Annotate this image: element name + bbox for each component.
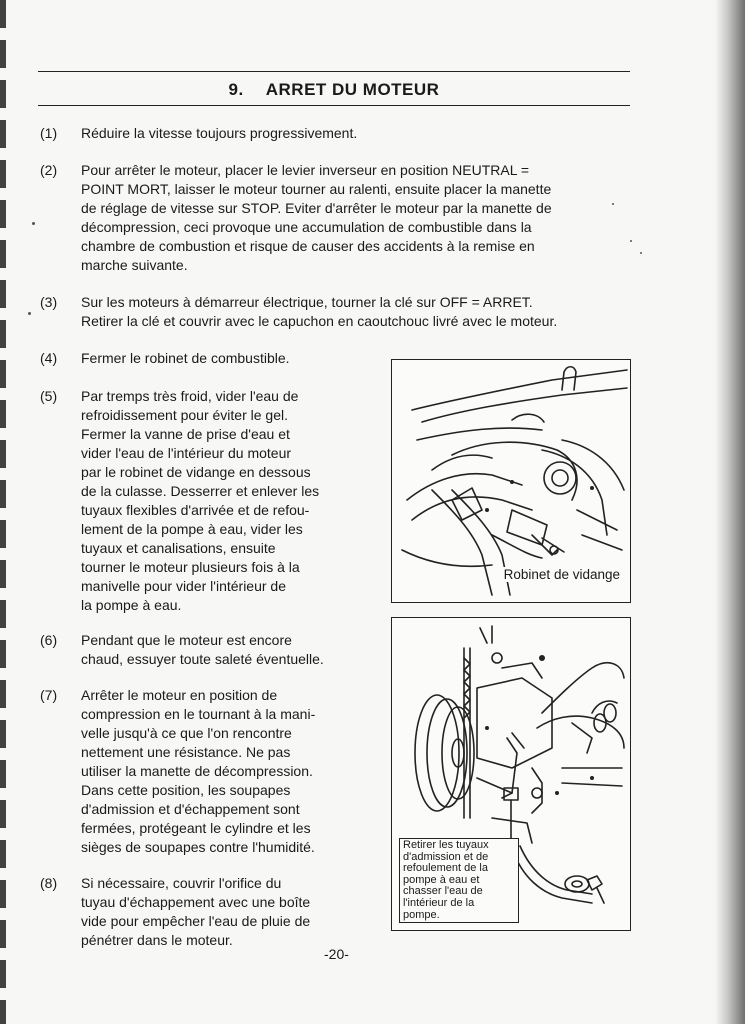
item-line: tourner le moteur plusieurs fois à la	[81, 559, 300, 575]
item-line: par le robinet de vidange en dessous	[81, 464, 311, 480]
item-line: Fermer le robinet de combustible.	[81, 350, 290, 366]
water-pump-illustration	[391, 617, 631, 931]
item-line: pénétrer dans le moteur.	[81, 932, 233, 948]
section-title-text: ARRET DU MOTEUR	[265, 80, 440, 99]
pump-caption-line: pompe.	[403, 908, 440, 921]
item-line: marche suivante.	[81, 257, 188, 273]
item-line: fermées, protégeant le cylindre et les	[81, 820, 311, 836]
pump-caption	[399, 838, 519, 923]
item-line: chaud, essuyer toute saleté éventuelle.	[81, 651, 324, 667]
item-line: décompression, ceci provoque une accumulation de combustible dans la	[81, 219, 532, 235]
item-line: de réglage de vitesse sur STOP. Eviter d'arrêter le moteur par la manette de	[81, 200, 552, 216]
item-line: la pompe à eau.	[81, 597, 182, 613]
section-title	[38, 80, 630, 100]
scan-speck	[32, 222, 35, 225]
item-line: Pour arrêter le moteur, placer le levier inverseur en position NEUTRAL =	[81, 162, 530, 178]
item-line: tuyau d'échappement avec une boîte	[81, 894, 311, 910]
scan-speck	[28, 312, 31, 315]
item-line: vider l'eau de l'intérieur du moteur	[81, 445, 292, 461]
item-line: compression en le tournant à la mani-	[81, 706, 316, 722]
item-line: Arrêter le moteur en position de	[81, 687, 278, 703]
page-number: -20-	[324, 946, 349, 962]
item-number: (4)	[40, 350, 58, 366]
item-line: Fermer la vanne de prise d'eau et	[81, 426, 290, 442]
item-line: POINT MORT, laisser le moteur tourner au ralenti, ensuite placer la manette	[81, 181, 552, 197]
title-rule-bottom	[38, 105, 630, 106]
scan-speck	[612, 203, 614, 205]
item-line: d'admission et d'échappement sont	[81, 801, 300, 817]
drain-cock-illustration	[391, 359, 631, 603]
pump-caption-line: Retirer les tuyaux	[403, 839, 489, 851]
item-line: tuyaux et canalisations, ensuite	[81, 540, 276, 556]
pump-caption-line: l'intérieur de la	[403, 896, 475, 909]
item-line: Par tremps très froid, vider l'eau de	[81, 388, 299, 404]
item-number: (5)	[40, 388, 58, 404]
item-number: (7)	[40, 687, 58, 703]
item-line: refroidissement pour éviter le gel.	[81, 407, 288, 423]
item-line: de la culasse. Desserrer et enlever les	[81, 483, 320, 499]
page-shadow-edge	[715, 0, 745, 1024]
item-number: (8)	[40, 875, 58, 891]
section-number: 9.	[228, 80, 244, 99]
item-number: (1)	[40, 125, 58, 141]
engine-drawing-drain	[392, 360, 630, 602]
item-line: tuyaux flexibles d'arrivée et de refou-	[81, 502, 310, 518]
item-number: (6)	[40, 632, 58, 648]
item-line: utiliser la manette de décompression.	[81, 763, 313, 779]
item-line: Pendant que le moteur est encore	[81, 632, 292, 648]
item-line: Réduire la vitesse toujours progressivement.	[81, 125, 358, 141]
item-line: manivelle pour vider l'intérieur de	[81, 578, 286, 594]
scan-speck	[630, 240, 632, 242]
scan-speck	[640, 252, 642, 254]
drain-cock-caption: Robinet de vidange	[503, 567, 620, 582]
title-rule-top	[38, 71, 630, 72]
item-line: velle jusqu'à ce que l'on rencontre	[81, 725, 292, 741]
item-line: Si nécessaire, couvrir l'orifice du	[81, 875, 282, 891]
item-line: vide pour empêcher l'eau de pluie de	[81, 913, 311, 929]
item-line: sièges de soupapes contre l'humidité.	[81, 839, 315, 855]
item-line: chambre de combustion et risque de causer des accidents à la remise en	[81, 238, 535, 254]
item-line: lement de la pompe à eau, vider les	[81, 521, 303, 537]
item-line: Dans cette position, les soupapes	[81, 782, 291, 798]
item-line: Sur les moteurs à démarreur électrique, tourner la clé sur OFF = ARRET.	[81, 294, 533, 310]
item-line: Retirer la clé et couvrir avec le capuchon en caoutchouc livré avec le moteur.	[81, 313, 558, 329]
item-line: nettement une résistance. Ne pas	[81, 744, 291, 760]
pump-caption-line: refoulement de la	[403, 862, 488, 875]
item-number: (3)	[40, 294, 58, 310]
pump-caption-line: chasser l'eau de	[403, 885, 483, 898]
pump-caption-line: pompe à eau et	[403, 873, 480, 886]
page-binding-edge	[0, 0, 6, 1024]
item-number: (2)	[40, 162, 58, 178]
pump-caption-line: d'admission et de	[403, 850, 489, 863]
